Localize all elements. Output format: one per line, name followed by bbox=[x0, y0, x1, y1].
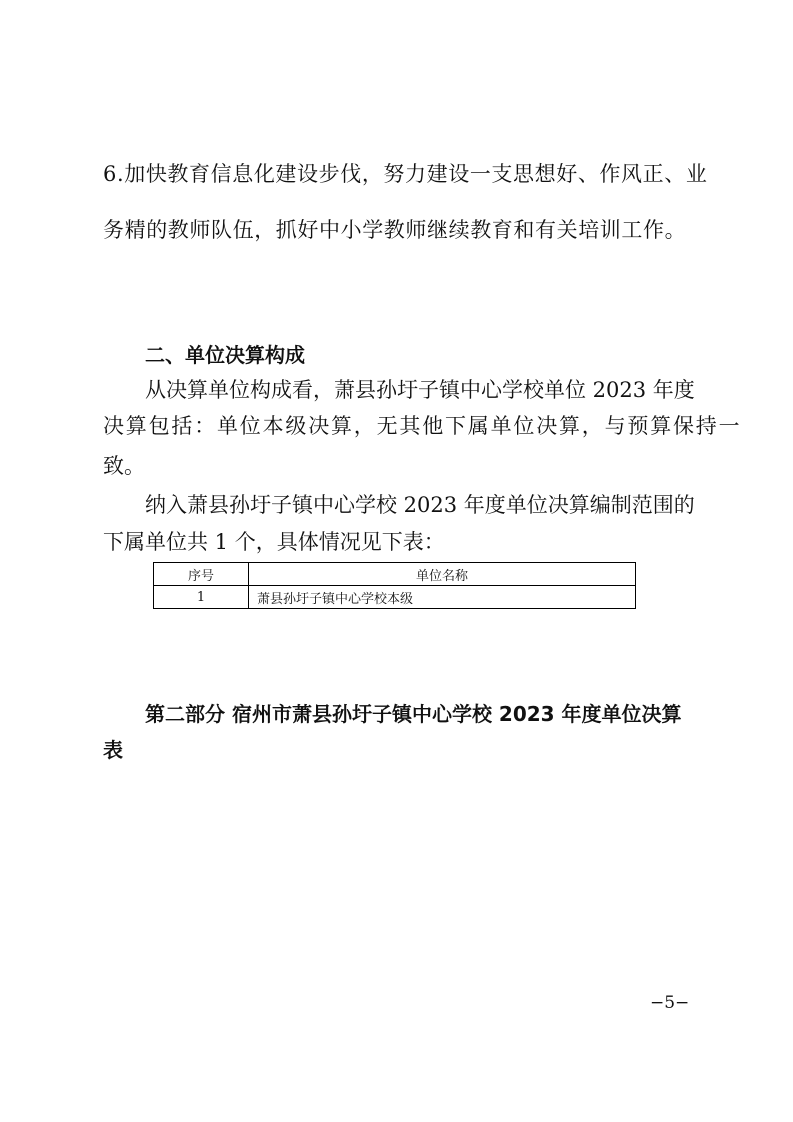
section-heading: 二、单位决算构成 bbox=[145, 343, 305, 367]
paragraph-6-line-2: 务精的教师队伍，抓好中小学教师继续教育和有关培训工作。 bbox=[103, 218, 687, 242]
subordinate-paragraph-line-1: 纳入萧县孙圩子镇中心学校 2023 年度单位决算编制范围的 bbox=[145, 493, 695, 517]
subordinate-units-table bbox=[153, 562, 636, 609]
part-two-title-line-2: 表 bbox=[103, 738, 123, 762]
header-sequence: 序号 bbox=[154, 563, 249, 586]
cell-unit-name: 萧县孙圩子镇中心学校本级 bbox=[249, 586, 636, 609]
table-header-row bbox=[154, 563, 636, 586]
subordinate-paragraph-line-2: 下属单位共 1 个，具体情况见下表： bbox=[103, 530, 445, 554]
paragraph-6-line-1: 6.加快教育信息化建设步伐，努力建设一支思想好、作风正、业 bbox=[103, 162, 708, 186]
composition-paragraph-line-1: 从决算单位构成看，萧县孙圩子镇中心学校单位 2023 年度 bbox=[145, 378, 695, 402]
cell-sequence: 1 bbox=[154, 586, 249, 609]
composition-paragraph-line-2: 决算包括：单位本级决算，无其他下属单位决算，与预算保持一 bbox=[103, 414, 742, 438]
page-number: −5− bbox=[650, 993, 690, 1013]
table-row bbox=[154, 586, 636, 609]
part-two-title-line-1: 第二部分 宿州市萧县孙圩子镇中心学校 2023 年度单位决算 bbox=[145, 702, 682, 726]
composition-paragraph-line-3: 致。 bbox=[103, 454, 145, 478]
header-unit-name: 单位名称 bbox=[249, 563, 636, 586]
